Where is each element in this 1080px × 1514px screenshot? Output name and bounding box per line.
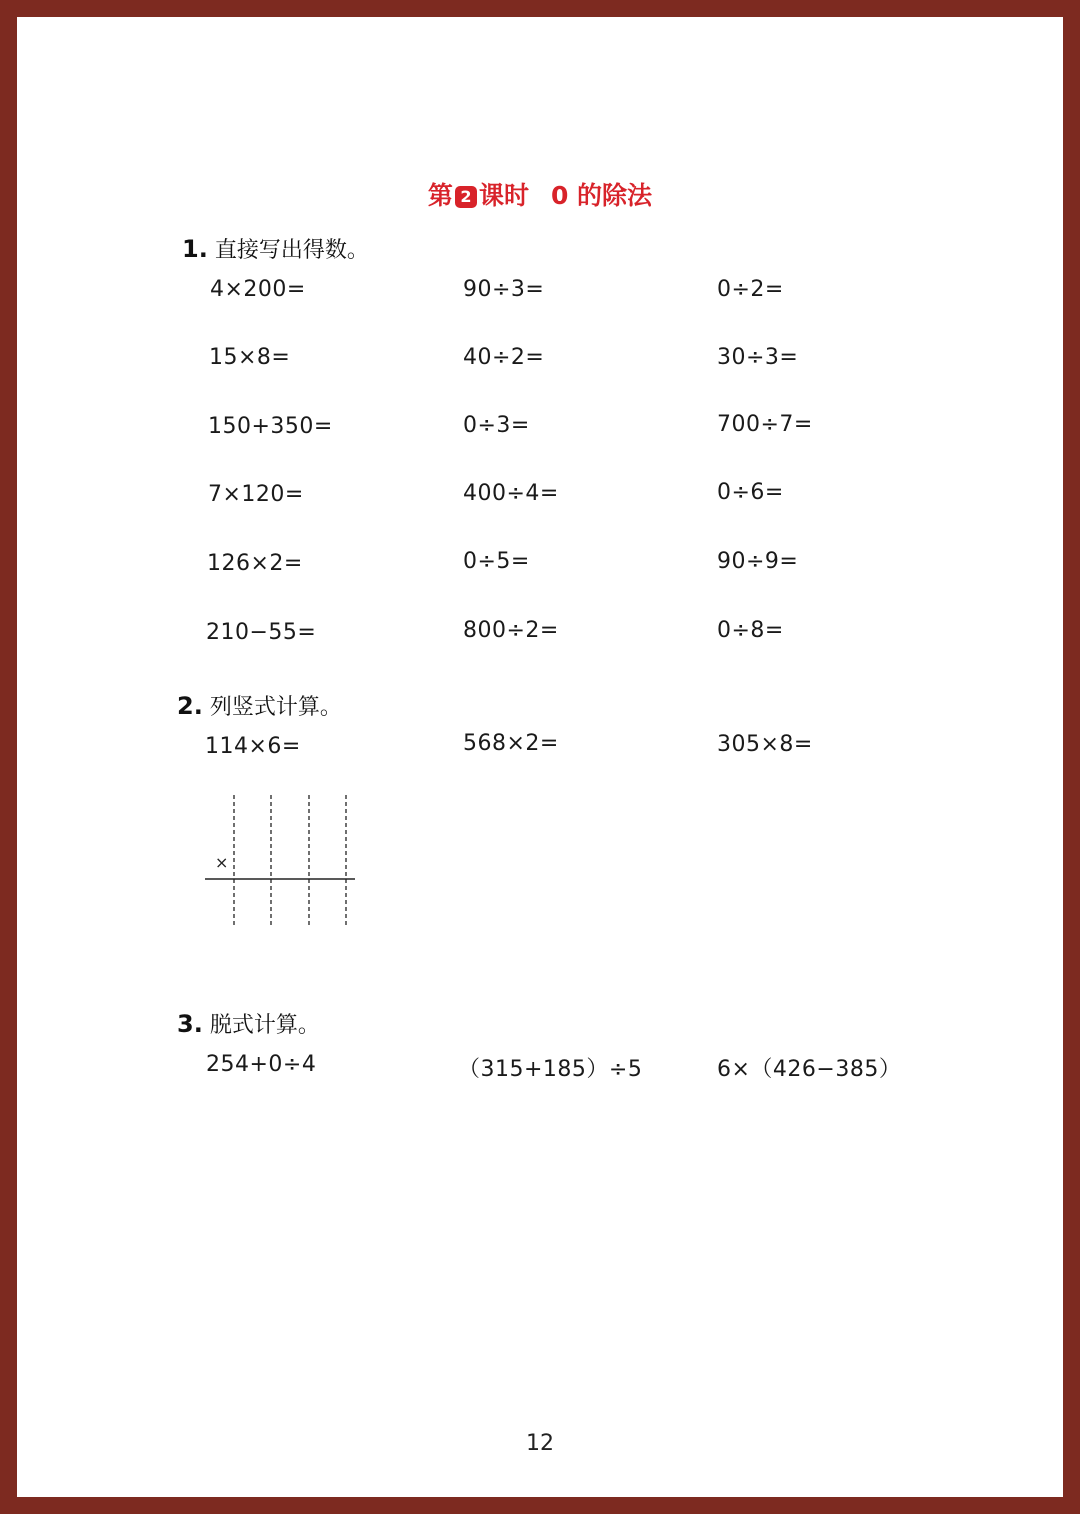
exercise-1-16: 210−55= [206,620,317,645]
section-2-number: 2. [177,692,203,720]
section-1-number: 1. [182,235,208,263]
section-1-heading [182,233,369,264]
vertical-problem-1: 114×6= [205,734,301,759]
lesson-title [0,176,1080,212]
exercise-1-12: 0÷6= [717,480,784,505]
step-problem-3: 6×（426−385） [717,1057,902,1082]
section-3-number: 3. [177,1010,203,1038]
exercise-1-10: 7×120= [208,482,304,507]
exercise-1-11: 400÷4= [463,481,559,506]
multiply-sign: × [215,853,229,872]
exercise-1-3: 0÷2= [717,277,784,302]
exercise-1-2: 90÷3= [463,277,545,302]
section-2-label: 列竖式计算。 [209,695,342,720]
section-2-heading [177,690,342,721]
step-problem-2: （315+185）÷5 [458,1057,643,1082]
exercise-1-17: 800÷2= [463,618,559,643]
section-1-label: 直接写出得数。 [214,238,369,263]
exercise-1-8: 0÷3= [463,413,530,438]
exercise-1-7: 150+350= [208,414,333,439]
exercise-1-4: 15×8= [209,345,291,370]
title-prefix: 第 [427,181,453,210]
exercise-1-6: 30÷3= [717,345,799,370]
section-3-heading [177,1008,320,1039]
step-problem-1: 254+0÷4 [206,1052,317,1077]
exercise-1-9: 700÷7= [717,412,813,437]
title-topic: 0 的除法 [550,181,653,210]
exercise-1-13: 126×2= [207,551,303,576]
lesson-number-badge: 2 [455,186,477,208]
vertical-problem-3: 305×8= [717,732,813,757]
exercise-1-14: 0÷5= [463,549,530,574]
section-3-label: 脱式计算。 [209,1013,320,1038]
page-number: 12 [526,1431,554,1456]
exercise-1-18: 0÷8= [717,618,784,643]
title-suffix: 课时 [478,181,529,210]
vertical-problem-2: 568×2= [463,731,559,756]
exercise-1-15: 90÷9= [717,549,799,574]
worksheet-page [17,17,1063,1497]
exercise-1-1: 4×200= [210,277,306,302]
exercise-1-5: 40÷2= [463,345,545,370]
vertical-calculation-grid [200,790,360,930]
